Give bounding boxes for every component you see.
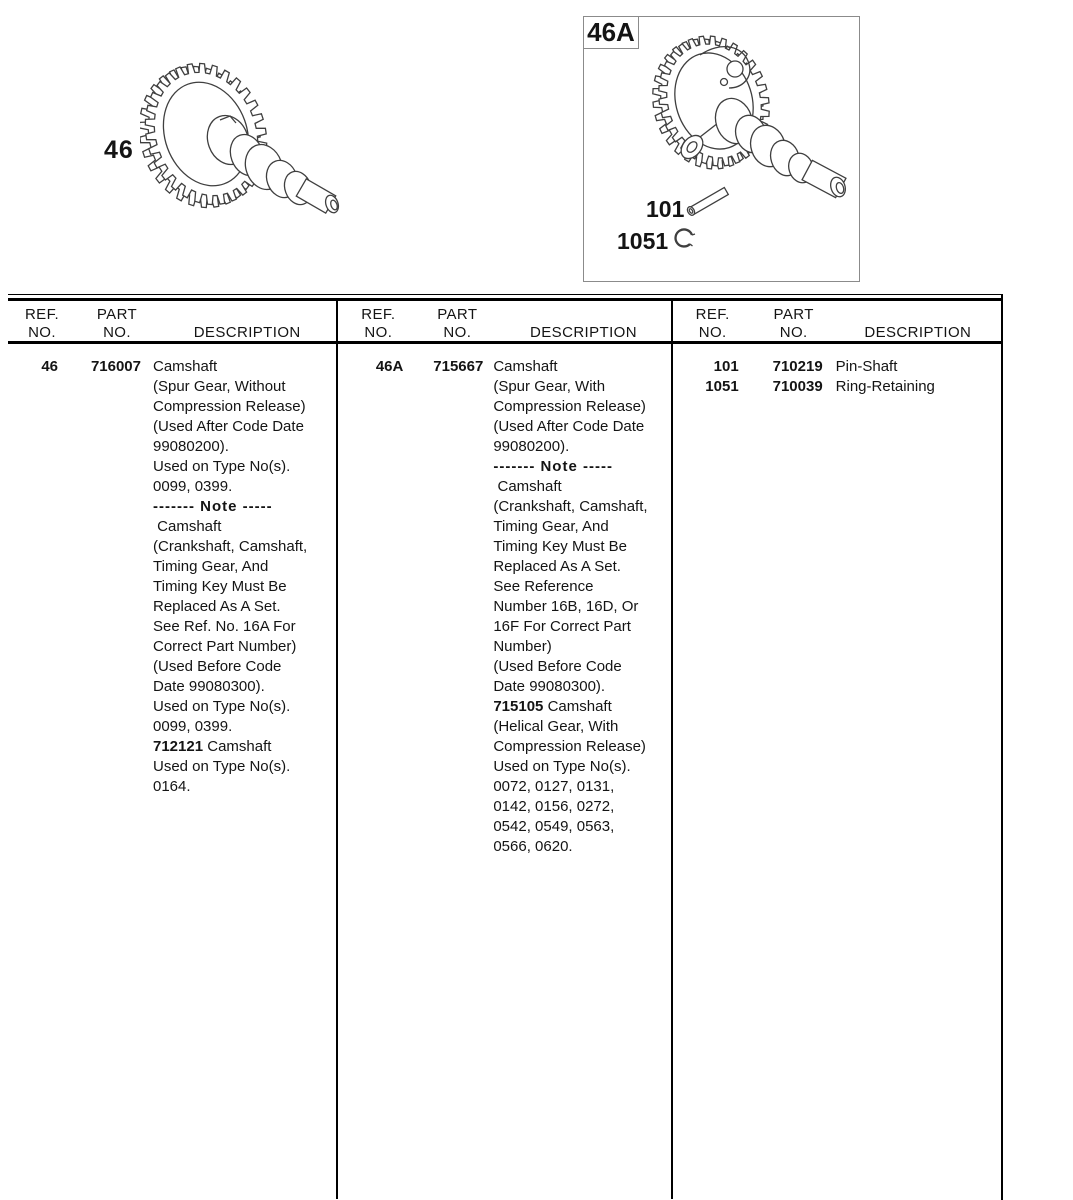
figure-ref-label-46: 46: [104, 136, 134, 164]
description-cell: [143, 357, 336, 797]
description-line: Ring-Retaining: [835, 378, 935, 395]
description-line: Number 16B, 16D, Or: [493, 598, 639, 615]
description-line: 0099, 0399.: [153, 718, 233, 735]
description-line: Compression Release): [153, 398, 306, 415]
parts-entries: [673, 344, 1001, 397]
callout-label-101: 101: [646, 196, 685, 222]
description-line: (Used After Code Date: [153, 418, 304, 435]
part-no-header: PART NO.: [96, 306, 138, 341]
description-line: Compression Release): [493, 398, 646, 415]
parts-entry: [338, 357, 670, 857]
description-line: 16F For Correct Part: [493, 618, 631, 635]
description-line: 99080200).: [153, 438, 229, 455]
description-line: Date 99080300).: [493, 678, 606, 695]
description-line: Used on Type No(s).: [493, 758, 631, 775]
description-line: 99080200).: [493, 438, 570, 455]
ref-no-cell: 46A: [375, 358, 404, 375]
description-line: (Used After Code Date: [493, 418, 645, 435]
description-line: Timing Key Must Be: [493, 538, 627, 555]
description-line: 0099, 0399.: [153, 478, 233, 495]
callout-label-1051: 1051: [617, 228, 669, 254]
description-line: See Reference: [493, 578, 594, 595]
part-no-header: PART NO.: [437, 306, 478, 341]
description-line: (Spur Gear, Without: [153, 378, 286, 395]
description-line: Timing Gear, And: [493, 518, 609, 535]
description-line: (Used Before Code: [493, 658, 622, 675]
description-line: (Crankshaft, Camshaft,: [153, 538, 308, 555]
description-line: Camshaft: [493, 478, 562, 495]
description-line: Timing Gear, And: [153, 558, 269, 575]
figure-box-46a: [583, 16, 860, 282]
pin-shaft-drawing: [686, 188, 728, 217]
description-line: 0164.: [153, 778, 191, 795]
description-line: (Helical Gear, With: [493, 718, 619, 735]
parts-entries: [8, 344, 336, 797]
description-cell: [485, 357, 670, 857]
part-no-header: PART NO.: [773, 306, 814, 341]
ref-no-cell: 46: [41, 358, 58, 375]
ref-no-header: REF. NO.: [361, 306, 396, 341]
camshaft-spur-gear-drawing: [140, 36, 350, 228]
parts-entries: [338, 344, 670, 857]
description-line: 0542, 0549, 0563,: [493, 818, 615, 835]
description-line: Camshaft: [493, 358, 558, 375]
parts-entry: [8, 357, 336, 797]
description-line: (Spur Gear, With: [493, 378, 606, 395]
description-cell: [825, 357, 1001, 377]
description-line: Used on Type No(s).: [153, 758, 291, 775]
description-line: 0072, 0127, 0131,: [493, 778, 615, 795]
parts-column-2: [336, 301, 670, 1199]
description-line: 0566, 0620.: [493, 838, 573, 855]
parts-table: [8, 294, 1003, 1200]
description-line: Camshaft: [153, 518, 222, 535]
description-header: DESCRIPTION: [864, 324, 972, 341]
description-line: Used on Type No(s).: [153, 698, 291, 715]
description-line: Compression Release): [493, 738, 646, 755]
retaining-ring-drawing: [676, 229, 695, 246]
parts-column-1: [8, 301, 336, 1199]
ref-no-header: REF. NO.: [695, 306, 730, 341]
description-line: Used on Type No(s).: [153, 458, 291, 475]
description-line: Number): [493, 638, 552, 655]
description-header: DESCRIPTION: [530, 324, 637, 341]
part-no-cell: 716007: [90, 358, 141, 375]
part-no-cell: 710039: [772, 378, 823, 395]
description-line: 0142, 0156, 0272,: [493, 798, 615, 815]
ref-no-header: REF. NO.: [24, 306, 60, 341]
description-line: Pin-Shaft: [835, 358, 898, 375]
description-line: See Ref. No. 16A For: [153, 618, 296, 635]
table-header: [8, 301, 336, 344]
description-line: Date 99080300).: [153, 678, 265, 695]
description-line: Correct Part Number): [153, 638, 297, 655]
description-header: DESCRIPTION: [193, 324, 301, 341]
description-line: Replaced As A Set.: [153, 598, 281, 615]
description-line: Timing Key Must Be: [153, 578, 287, 595]
table-header: [673, 301, 1001, 344]
description-line: ------- Note -----: [493, 458, 613, 475]
description-line: 715105 Camshaft: [493, 698, 612, 715]
parts-column-3: [671, 301, 1001, 1199]
parts-entry: [673, 357, 1001, 377]
figure-ref-label-46a: 46A: [583, 16, 639, 49]
ref-no-cell: 1051: [705, 378, 739, 395]
table-header: [338, 301, 670, 344]
description-line: (Crankshaft, Camshaft,: [493, 498, 648, 515]
ref-no-cell: 101: [713, 358, 739, 375]
part-no-cell: 715667: [433, 358, 484, 375]
description-line: (Used Before Code: [153, 658, 282, 675]
description-line: Replaced As A Set.: [493, 558, 621, 575]
description-line: 712121 Camshaft: [153, 738, 272, 755]
description-line: Camshaft: [153, 358, 218, 375]
part-no-cell: 710219: [772, 358, 823, 375]
parts-entry: [673, 377, 1001, 397]
description-cell: [825, 377, 1001, 397]
description-line: ------- Note -----: [153, 498, 273, 515]
